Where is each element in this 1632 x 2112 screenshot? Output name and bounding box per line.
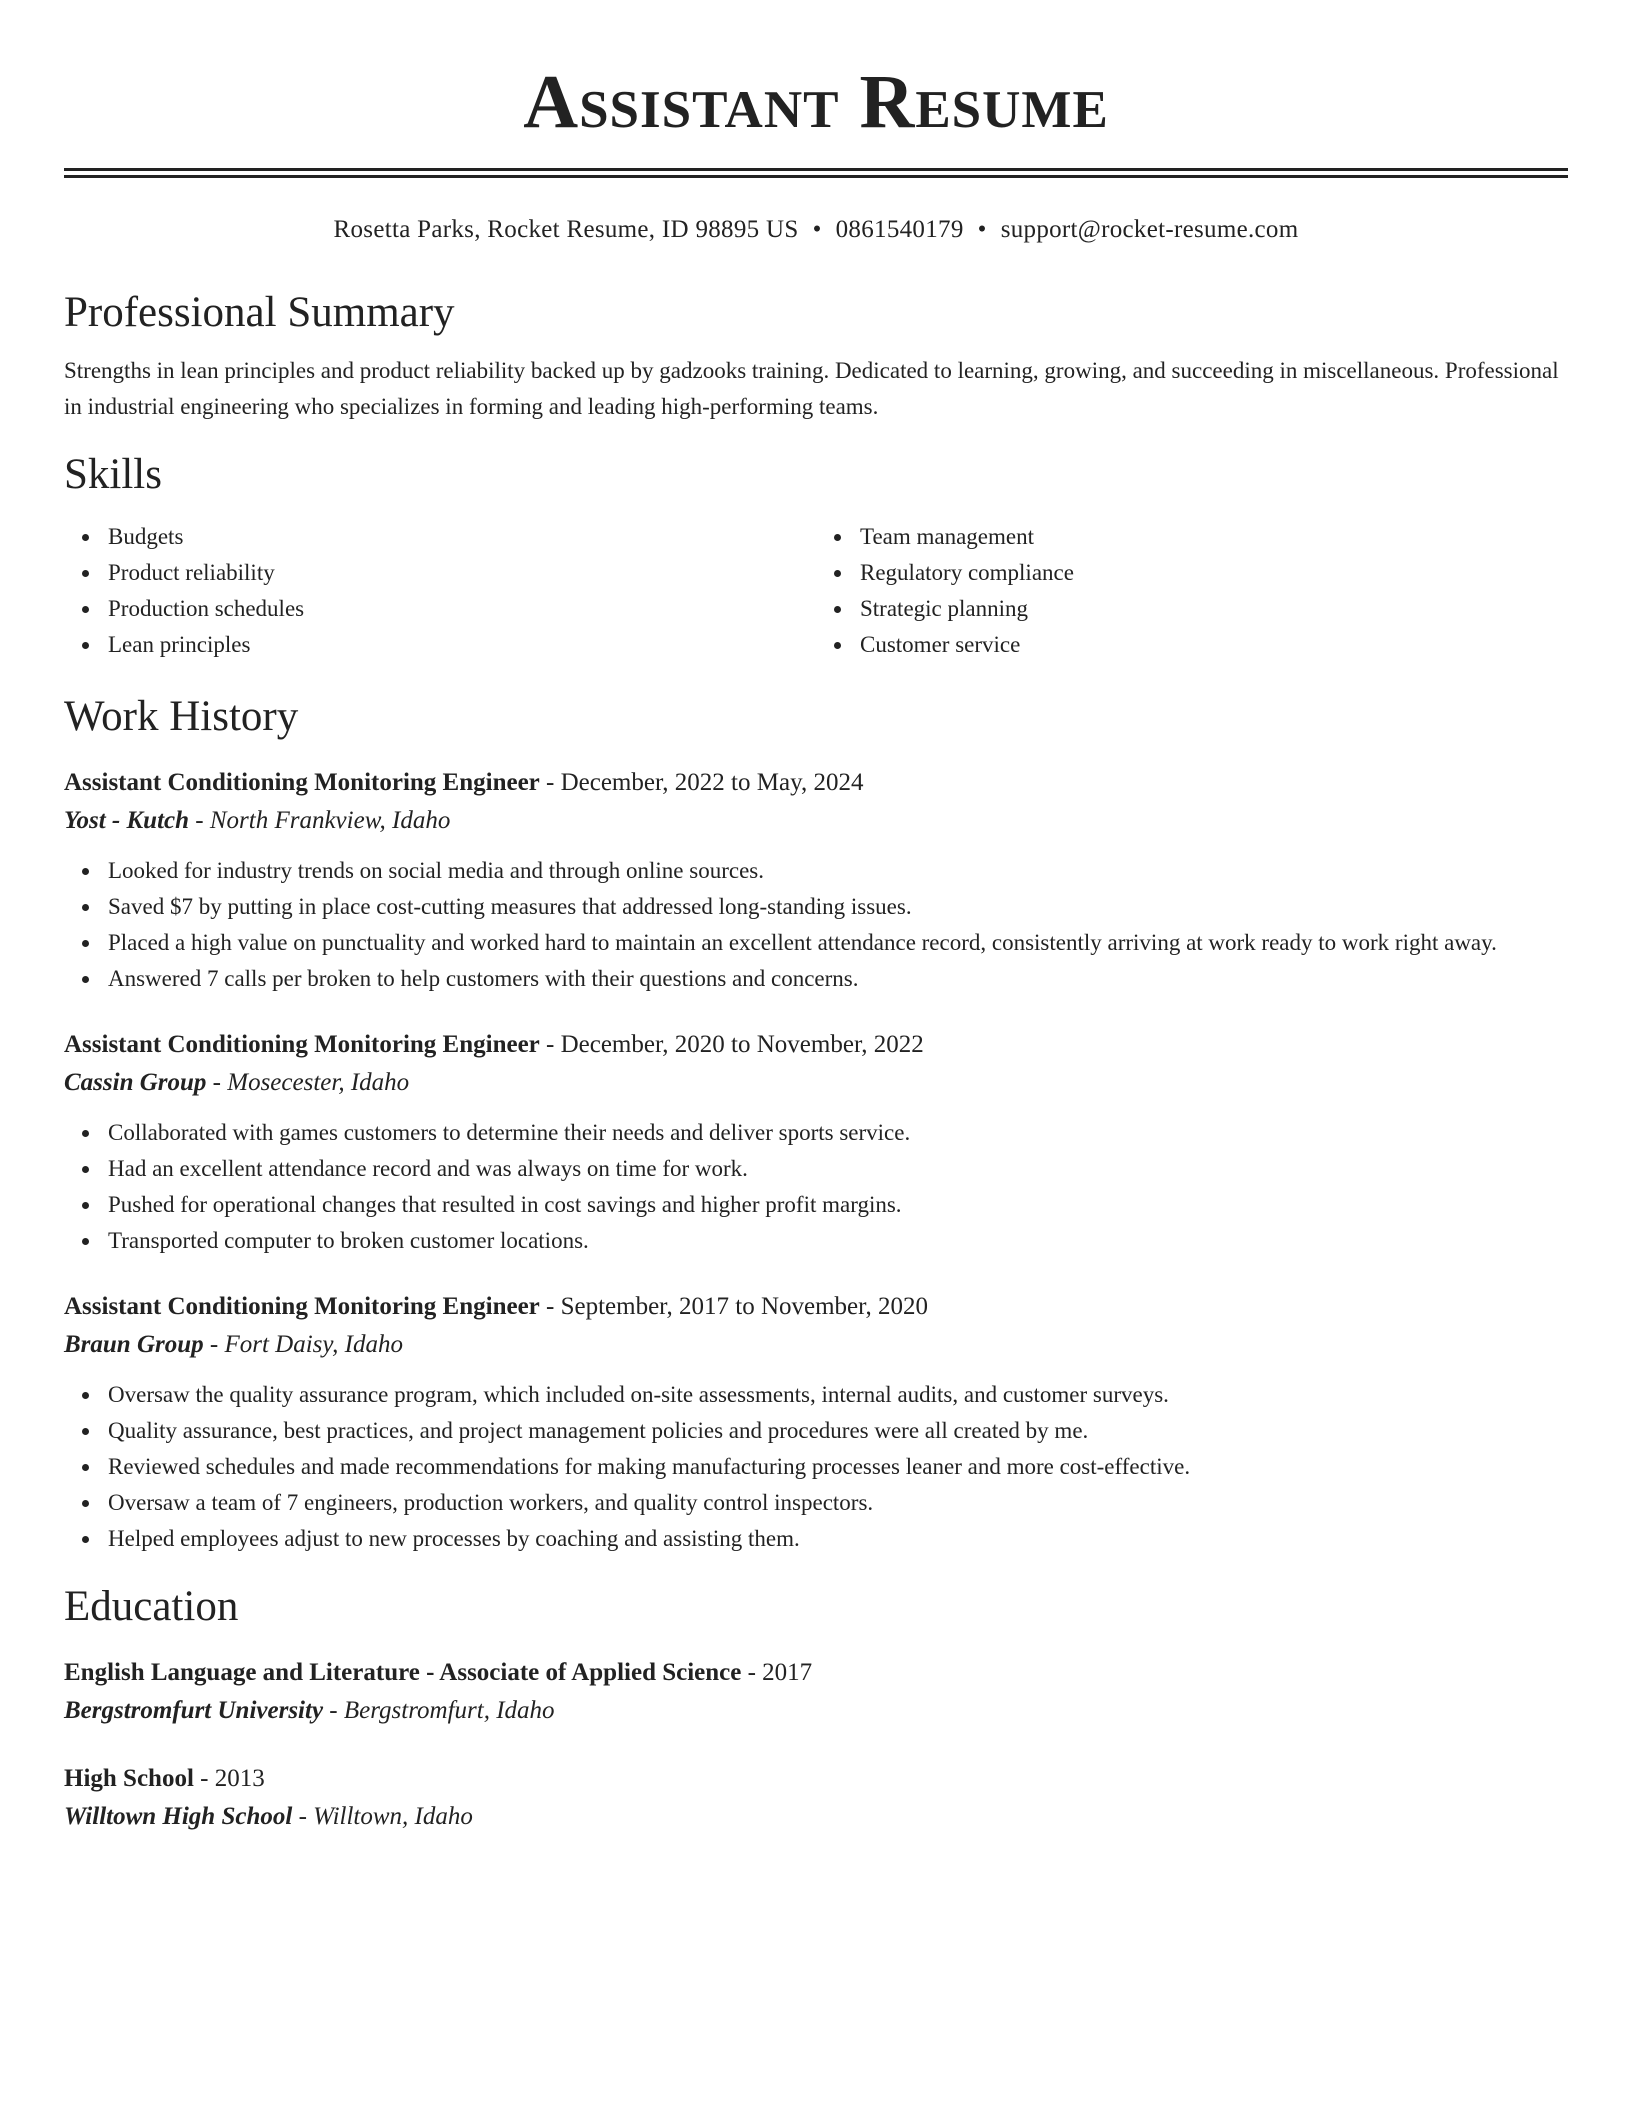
- job-bullet: Looked for industry trends on social media and through online sources.: [108, 853, 1568, 889]
- summary-text: Strengths in lean principles and product reliability backed up by gadzooks training. Dedicated to learning, growing, and succeeding in miscellaneous. Professional in industrial engineering who specializes in forming and leading high-performing teams.: [64, 358, 1559, 419]
- education-degree-line: [64, 1761, 1568, 1797]
- job-company-line: [64, 1063, 1568, 1103]
- job-company: Cassin Group: [64, 1069, 207, 1096]
- work-history-heading: Work History: [64, 693, 299, 740]
- job-company-line: [64, 1325, 1568, 1365]
- skills-list: [64, 519, 1568, 663]
- contact-email: support@rocket-resume.com: [1000, 216, 1299, 243]
- education-heading: Education: [64, 1583, 239, 1630]
- job-role: Assistant Conditioning Monitoring Engineer: [64, 769, 540, 796]
- skills-column-left: [64, 519, 816, 663]
- education-degree: High School: [64, 1765, 194, 1792]
- job-company-line: [64, 801, 1568, 841]
- job-location: - Fort Daisy, Idaho: [203, 1331, 403, 1358]
- education-school-line: [64, 1797, 1568, 1837]
- job-bullet: Had an excellent attendance record and was always on time for work.: [108, 1151, 1568, 1187]
- job-bullet: Oversaw the quality assurance program, which included on-site assessments, internal audits, and customer surveys.: [108, 1377, 1568, 1413]
- job-role-line: [64, 1289, 1568, 1325]
- job-bullets: [64, 1377, 1568, 1557]
- contact-phone: 0861540179: [835, 216, 964, 243]
- job-company: Braun Group: [64, 1331, 204, 1358]
- education-location: - Bergstromfurt, Idaho: [323, 1697, 555, 1724]
- education-year: - 2013: [193, 1765, 265, 1792]
- job-dates: - September, 2017 to November, 2020: [539, 1293, 928, 1320]
- contact-line: [64, 213, 1568, 247]
- education-year: - 2017: [741, 1659, 813, 1686]
- job-bullet: Placed a high value on punctuality and worked hard to maintain an excellent attendance record, consistently arriving at work ready to work right away.: [108, 925, 1568, 961]
- job-location: - North Frankview, Idaho: [189, 807, 451, 834]
- skill-item: Lean principles: [108, 627, 816, 663]
- contact-address: Rosetta Parks, Rocket Resume, ID 98895 US: [333, 216, 799, 243]
- job-bullets: [64, 1115, 1568, 1259]
- job-bullet: Oversaw a team of 7 engineers, production workers, and quality control inspectors.: [108, 1485, 1568, 1521]
- education-degree: English Language and Literature - Associate of Applied Science: [64, 1659, 742, 1686]
- education-school: Bergstromfurt University: [64, 1697, 324, 1724]
- job-dates: - December, 2020 to November, 2022: [539, 1031, 924, 1058]
- skill-item: Product reliability: [108, 555, 816, 591]
- education-degree-line: [64, 1655, 1568, 1691]
- contact-separator: •: [977, 216, 987, 243]
- job-entry: [64, 1289, 1568, 1557]
- job-bullet: Saved $7 by putting in place cost-cutting measures that addressed long-standing issues.: [108, 889, 1568, 925]
- education-school: Willtown High School: [64, 1803, 293, 1830]
- skill-item: Regulatory compliance: [860, 555, 1568, 591]
- job-bullet: Quality assurance, best practices, and project management policies and procedures were all created by me.: [108, 1413, 1568, 1449]
- job-bullet: Helped employees adjust to new processes by coaching and assisting them.: [108, 1521, 1568, 1557]
- job-bullet: Collaborated with games customers to determine their needs and deliver sports service.: [108, 1115, 1568, 1151]
- title-double-rule: [64, 168, 1568, 178]
- education-entry: [64, 1655, 1568, 1731]
- skill-item: Budgets: [108, 519, 816, 555]
- education-school-line: [64, 1691, 1568, 1731]
- job-role: Assistant Conditioning Monitoring Engineer: [64, 1293, 540, 1320]
- skill-item: Team management: [860, 519, 1568, 555]
- contact-separator: •: [812, 216, 822, 243]
- skill-item: Production schedules: [108, 591, 816, 627]
- education-location: - Willtown, Idaho: [292, 1803, 473, 1830]
- skills-column-right: [816, 519, 1568, 663]
- resume-title: Assistant Resume: [523, 60, 1109, 144]
- job-location: - Mosecester, Idaho: [206, 1069, 410, 1096]
- job-bullets: [64, 853, 1568, 997]
- job-bullet: Answered 7 calls per broken to help customers with their questions and concerns.: [108, 961, 1568, 997]
- skill-item: Customer service: [860, 627, 1568, 663]
- job-company: Yost - Kutch: [64, 807, 190, 834]
- skill-item: Strategic planning: [860, 591, 1568, 627]
- job-bullet: Transported computer to broken customer locations.: [108, 1223, 1568, 1259]
- summary-heading: Professional Summary: [64, 289, 455, 336]
- job-role-line: [64, 1027, 1568, 1063]
- job-entry: [64, 765, 1568, 997]
- job-bullet: Reviewed schedules and made recommendations for making manufacturing processes leaner and more cost-effective.: [108, 1449, 1568, 1485]
- education-entry: [64, 1761, 1568, 1837]
- job-dates: - December, 2022 to May, 2024: [539, 769, 864, 796]
- job-bullet: Pushed for operational changes that resulted in cost savings and higher profit margins.: [108, 1187, 1568, 1223]
- skills-heading: Skills: [64, 451, 162, 498]
- job-entry: [64, 1027, 1568, 1259]
- job-role-line: [64, 765, 1568, 801]
- job-role: Assistant Conditioning Monitoring Engineer: [64, 1031, 540, 1058]
